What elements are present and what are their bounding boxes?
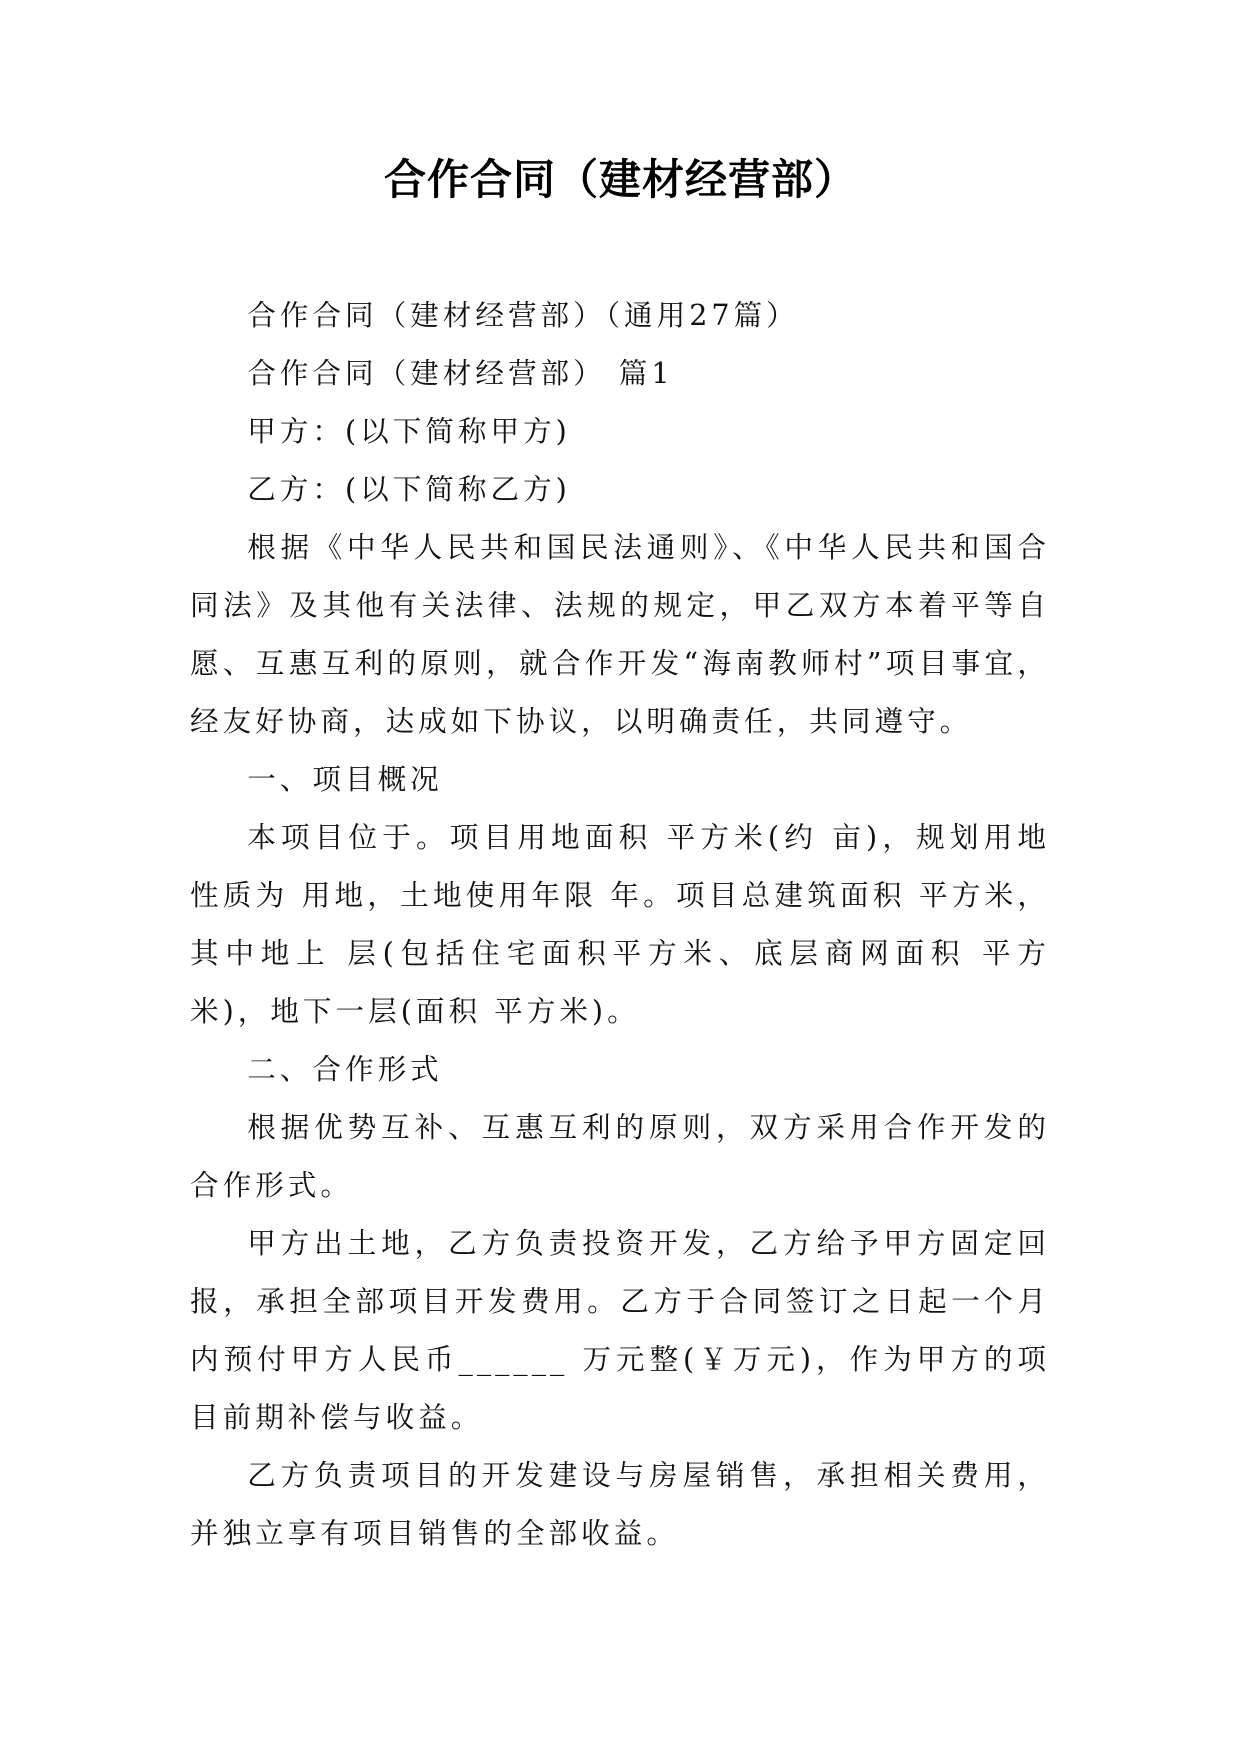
overview-paragraph: 本项目位于。项目用地面积 平方米(约 亩)，规划用地性质为 用地，土地使用年限 年。项目总建筑面积 平方米，其中地上 层(包括住宅面积平方米、底层商网面积 平方米)，地下一层(面积 平方米)。 — [190, 820, 1050, 1028]
document-title: 合作合同（建材经营部） — [383, 155, 857, 204]
party-a-line: 甲方：(以下简称甲方) — [247, 414, 571, 448]
cooperation-paragraph: 根据优势互补、互惠互利的原则，双方采用合作开发的合作形式。 — [190, 1110, 1050, 1202]
subtitle-collection: 合作合同（建材经营部）（通用27篇） — [247, 298, 799, 332]
section-heading-cooperation: 二、合作形式 — [247, 1052, 443, 1086]
document-body — [190, 286, 1050, 1562]
subtitle-part-1: 合作合同（建材经营部） 篇1 — [247, 356, 674, 390]
party-b-obligation-paragraph: 乙方负责项目的开发建设与房屋销售，承担相关费用，并独立享有项目销售的全部收益。 — [190, 1458, 1050, 1550]
preamble-paragraph: 根据《中华人民共和国民法通则》、《中华人民共和国合同法》及其他有关法律、法规的规定，甲乙双方本着平等自愿、互惠互利的原则，就合作开发“海南教师村”项目事宜，经友好协商，达成如下协议，以明确责任，共同遵守。 — [190, 530, 1050, 738]
party-a-obligation-paragraph: 甲方出土地，乙方负责投资开发，乙方给予甲方固定回报，承担全部项目开发费用。乙方于合同签订之日起一个月内预付甲方人民币______ 万元整(￥万元)，作为甲方的项目前期补偿与收益。 — [190, 1226, 1050, 1434]
party-b-line: 乙方：(以下简称乙方) — [247, 472, 571, 506]
section-heading-overview: 一、项目概况 — [247, 762, 443, 796]
